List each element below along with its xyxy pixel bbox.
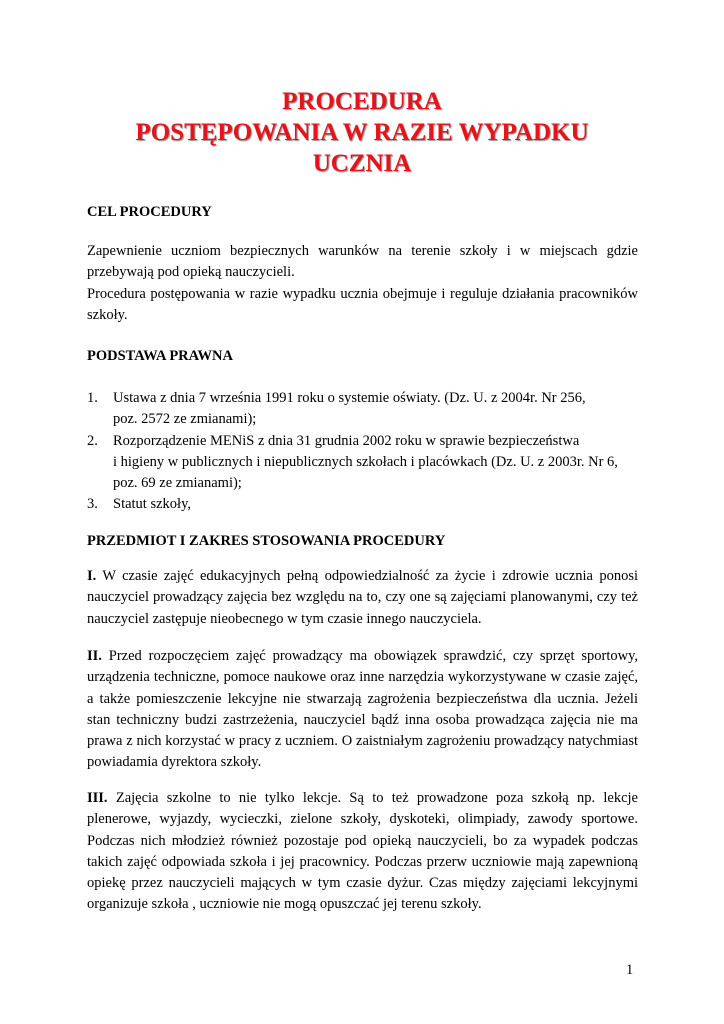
text-line: stan techniczny budzi zastrzeżenia, nauczyciel bądź inna osoba prowadząca zajęcia nie ma	[87, 711, 638, 728]
text-line: plenerowe, wyjazdy, wycieczki, zielone szkoły, dyskoteki, olimpiady, zawody sportowe.	[87, 811, 638, 828]
text-line: Statut szkoły,	[113, 496, 192, 513]
paragraph-label: II.	[87, 648, 102, 664]
text-line: powiadamia dyrektora szkoły.	[87, 754, 262, 771]
title-line-3: UCZNIA	[312, 150, 412, 177]
text-line: Procedura postępowania w razie wypadku ucznia obejmuje i reguluje działania pracowników	[87, 285, 638, 302]
text-line: Zapewnienie uczniom bezpiecznych warunków na terenie szkoły i w miejscach gdzie	[87, 243, 638, 259]
section-heading-podstawa: PODSTAWA PRAWNA	[87, 348, 233, 364]
text-line: opiekę przez nauczycieli mających w tym czasie dyżur. Czas między zajęciami lekcyjnymi	[87, 875, 638, 892]
text-line	[87, 788, 638, 809]
list-number: 2.	[87, 432, 98, 449]
text-line: poz. 2572 ze zmianami);	[113, 411, 257, 428]
text-line: przebywają pod opieką nauczycieli.	[87, 264, 295, 281]
list-item	[87, 431, 647, 495]
text-line: prawa z nich korzystać w pracy z uczniem. O zaistniałym zagrożeniu prowadzący natychmiast	[87, 733, 638, 750]
section-heading-przedmiot: PRZEDMIOT I ZAKRES STOSOWANIA PROCEDURY	[87, 533, 446, 549]
text-line: Rozporządzenie MENiS z dnia 31 grudnia 2002 roku w sprawie bezpieczeństwa	[113, 432, 580, 449]
document-title	[0, 86, 724, 179]
text-line: szkoły.	[87, 306, 128, 323]
text-line: nauczyciel prowadzący zajęcia bez względu na to, czy one są zajęciami planowanymi, czy też	[87, 589, 638, 606]
text-line: poz. 69 ze zmianami);	[113, 475, 242, 492]
paragraph-label: III.	[87, 790, 108, 806]
title-line-1: PROCEDURA	[282, 88, 442, 115]
paragraph-label: I.	[87, 568, 97, 584]
title-line-2: POSTĘPOWANIA W RAZIE WYPADKU	[135, 119, 589, 146]
text-line: Podczas nich młodzież również pozostaje pod opieką nauczycieli, bo za wypadek podczas	[87, 832, 638, 849]
list-number: 1.	[87, 390, 98, 406]
page-number: 1	[626, 962, 634, 978]
text-line: organizuje szkoła , uczniowie nie mogą opuszczać jej terenu szkoły.	[87, 896, 482, 913]
paragraph-II	[87, 646, 638, 774]
text-fragment: W czasie zajęć edukacyjnych pełną odpowiedzialność za życie i zdrowie ucznia ponosi	[96, 568, 638, 584]
text-line: takich zajęć odpowiada szkoła i jej pracownicy. Podczas przerw uczniowie mają zapewnioną	[87, 853, 638, 870]
list-number: 3.	[87, 496, 98, 513]
text-fragment: Zajęcia szkolne to nie tylko lekcje. Są to też prowadzone poza szkołą np. lekcje	[107, 790, 638, 806]
text-line: nauczyciel zastępuje nieobecnego w tym czasie innego nauczyciela.	[87, 610, 482, 627]
text-fragment: Przed rozpoczęciem zajęć prowadzący ma obowiązek sprawdzić, czy sprzęt sportowy,	[101, 648, 638, 664]
paragraph-III	[87, 788, 638, 916]
paragraph-cel	[87, 241, 638, 326]
text-line	[87, 566, 638, 587]
list-item	[87, 388, 647, 431]
list-item	[87, 494, 647, 515]
text-line: urządzenia techniczne, pomoce naukowe oraz inne narzędzia wykorzystywane w czasie zajęć,	[87, 669, 638, 686]
paragraph-I	[87, 566, 638, 630]
text-line: i higieny w publicznych i niepublicznych szkołach i placówkach (Dz. U. z 2003r. Nr 6,	[113, 453, 618, 470]
text-line	[87, 646, 638, 667]
legal-basis-list	[87, 388, 647, 516]
text-line: Ustawa z dnia 7 września 1991 roku o systemie oświaty. (Dz. U. z 2004r. Nr 256,	[113, 390, 586, 406]
section-heading-cel: CEL PROCEDURY	[87, 204, 212, 220]
text-line: a także pomieszczenie lekcyjne nie stwarzają zagrożenia bezpieczeństwa dla ucznia. Jeżeli	[87, 690, 638, 707]
